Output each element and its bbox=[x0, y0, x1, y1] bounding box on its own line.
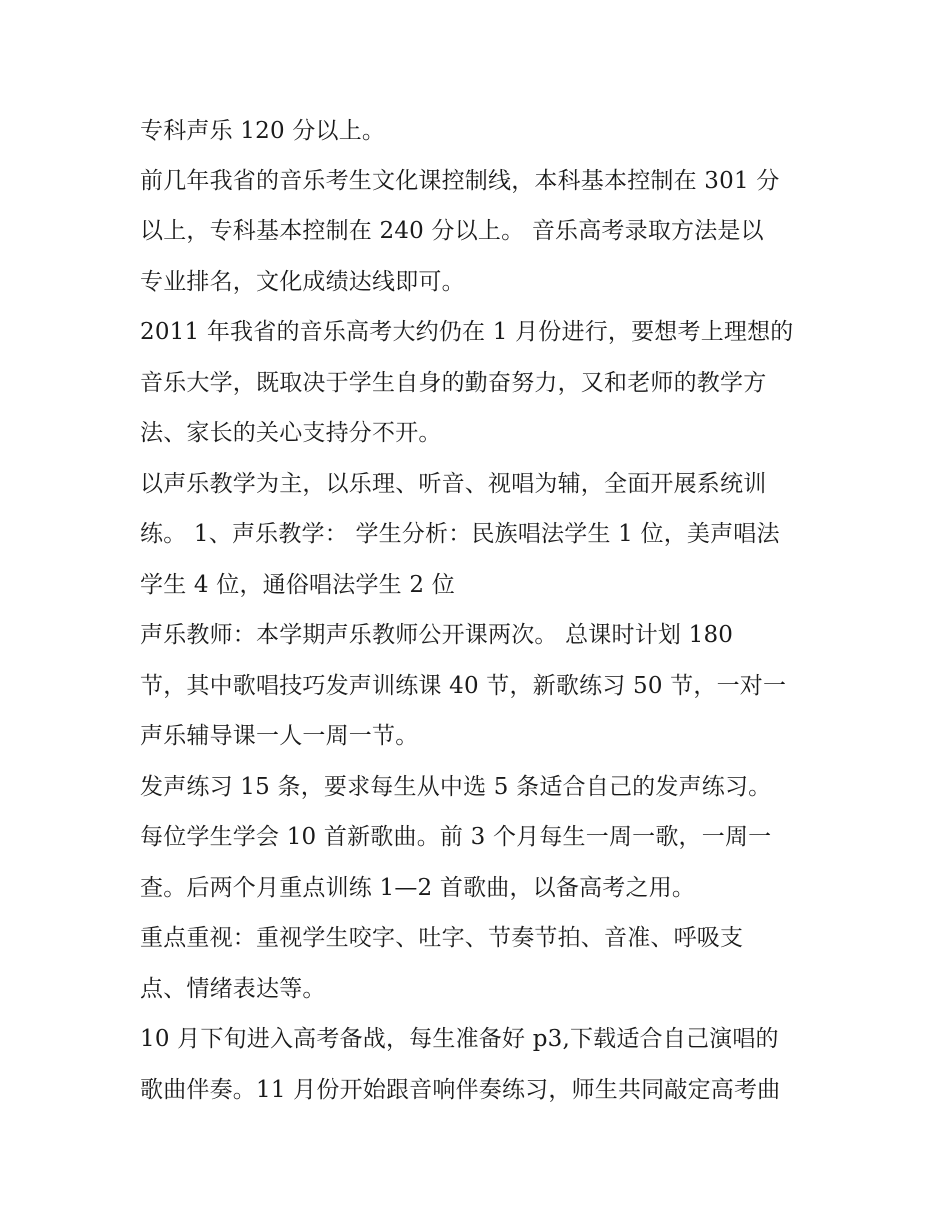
text-line-14: 发声练习 15 条，要求每生从中选 5 条适合自己的发声练习。 bbox=[140, 774, 772, 800]
text-line-12: 节，其中歌唱技巧发声训练课 40 节，新歌练习 50 节，一对一 bbox=[140, 673, 787, 699]
text-line-18: 点、情绪表达等。 bbox=[140, 976, 326, 1002]
text-line-1: 专科声乐 120 分以上。 bbox=[140, 118, 386, 144]
text-line-20: 歌曲伴奏。11 月份开始跟音响伴奏练习，师生共同敲定高考曲 bbox=[140, 1077, 781, 1103]
text-line-17: 重点重视：重视学生咬字、吐字、节奏节拍、音准、呼吸支 bbox=[140, 925, 744, 951]
text-line-7: 法、家长的关心支持分不开。 bbox=[140, 420, 442, 446]
text-line-15: 每位学生学会 10 首新歌曲。前 3 个月每生一周一歌，一周一 bbox=[140, 824, 772, 850]
text-line-5: 2011 年我省的音乐高考大约仍在 1 月份进行，要想考上理想的 bbox=[140, 319, 794, 345]
text-line-3: 以上，专科基本控制在 240 分以上。 音乐高考录取方法是以 bbox=[140, 218, 764, 244]
text-line-2: 前几年我省的音乐考生文化课控制线，本科基本控制在 301 分 bbox=[140, 168, 780, 194]
text-line-10: 学生 4 位，通俗唱法学生 2 位 bbox=[140, 572, 455, 598]
text-line-6: 音乐大学，既取决于学生自身的勤奋努力，又和老师的教学方 bbox=[140, 370, 767, 396]
text-line-4: 专业排名，文化成绩达线即可。 bbox=[140, 269, 465, 295]
text-line-13: 声乐辅导课一人一周一节。 bbox=[140, 723, 419, 749]
text-line-8: 以声乐教学为主，以乐理、听音、视唱为辅，全面开展系统训 bbox=[140, 471, 767, 497]
text-line-9: 练。 1、声乐教学： 学生分析：民族唱法学生 1 位，美声唱法 bbox=[140, 521, 780, 547]
text-line-11: 声乐教师：本学期声乐教师公开课两次。 总课时计划 180 bbox=[140, 622, 734, 648]
text-line-19: 10 月下旬进入高考备战，每生准备好 p3,下载适合自己演唱的 bbox=[140, 1026, 779, 1052]
text-line-16: 查。后两个月重点训练 1—2 首歌曲，以备高考之用。 bbox=[140, 875, 696, 901]
